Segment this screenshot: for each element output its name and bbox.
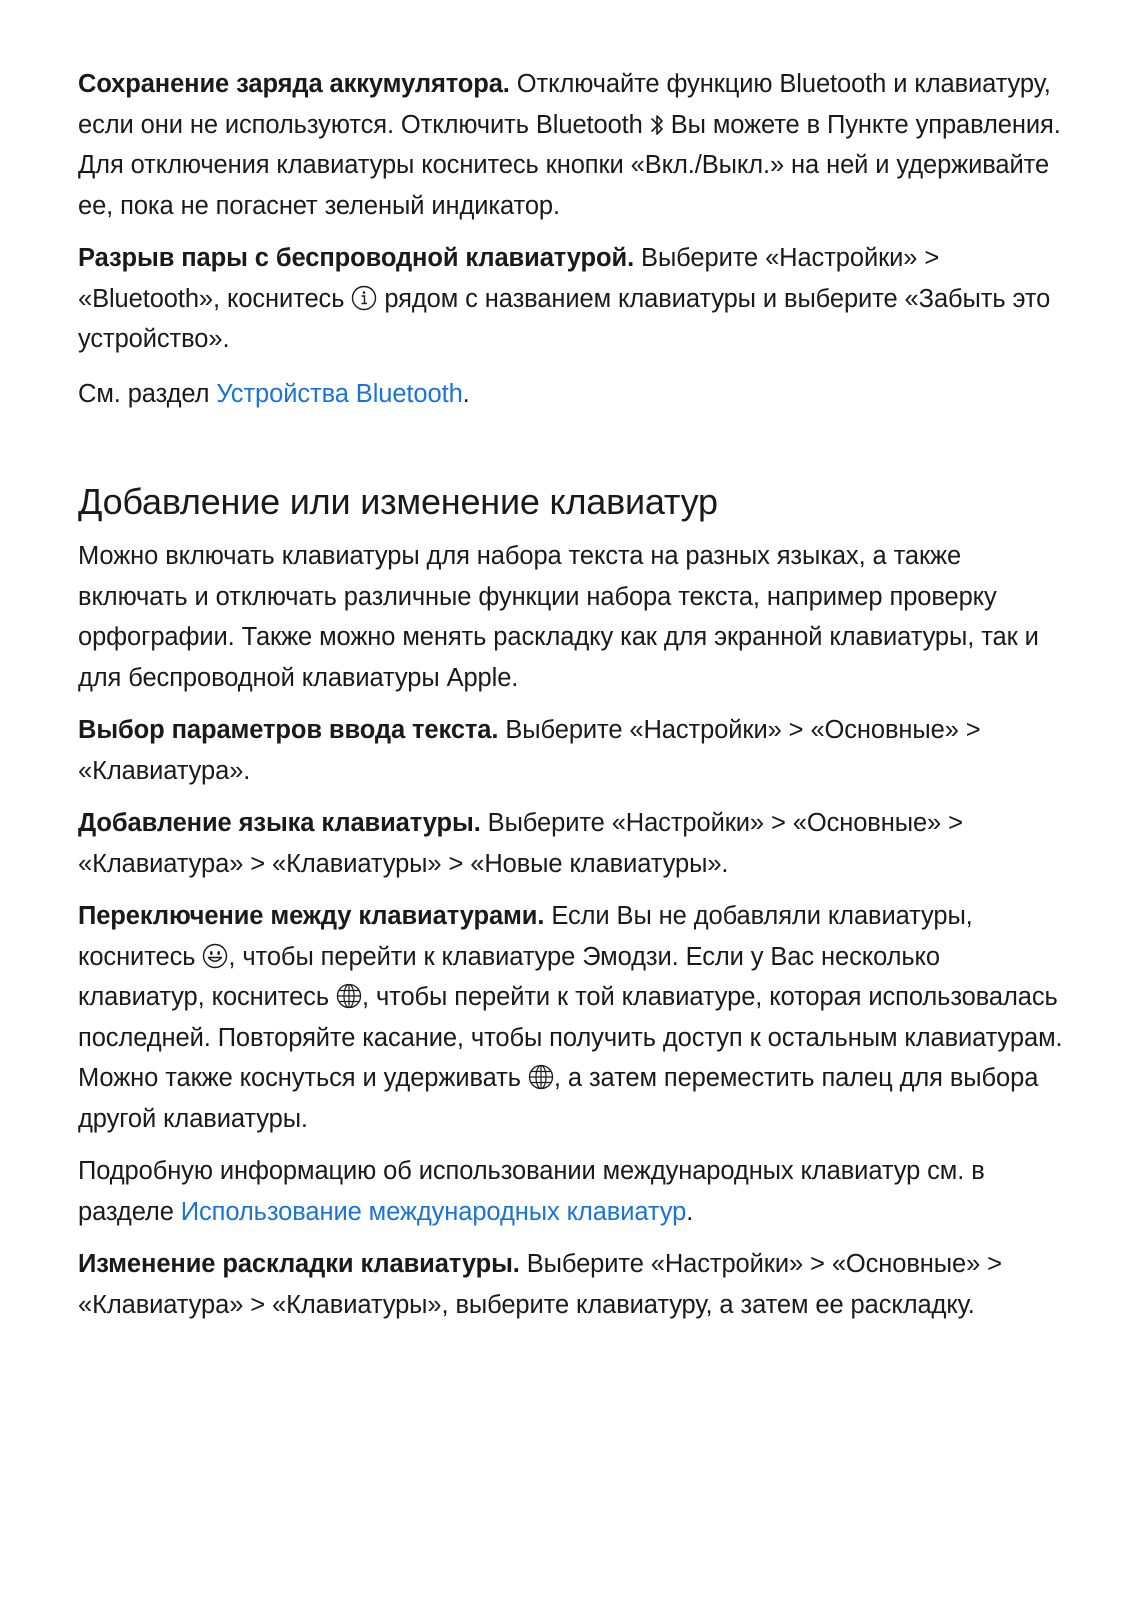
switching-text-4: , а затем переместить палец для выбора другой клавиатуры. <box>78 1064 1039 1133</box>
switching-label: Переключение между клавиатурами. <box>78 902 545 930</box>
section-heading: Добавление или изменение клавиатур <box>78 481 718 522</box>
emoji-icon <box>202 943 228 969</box>
unpair-paragraph <box>78 238 1070 360</box>
layout-paragraph <box>78 1244 1070 1325</box>
globe-icon <box>336 983 362 1009</box>
input-options-text: Выберите «Настройки» > «Основные» > «Клавиатура». <box>78 716 981 785</box>
intl-text: Подробную информацию об использовании международных клавиатур см. в разделе <box>78 1157 985 1226</box>
see-bluetooth-paragraph <box>78 374 1070 415</box>
switching-text-1: Если Вы не добавляли клавиатуры, коснитесь <box>78 902 973 971</box>
add-language-text: Выберите «Настройки» > «Основные» > «Клавиатура» > «Клавиатуры» > «Новые клавиатуры». <box>78 809 963 878</box>
unpair-text-1: Выберите «Настройки» > «Bluetooth», коснитесь <box>78 244 940 313</box>
intl-end: . <box>686 1197 694 1226</box>
input-options-paragraph <box>78 710 1070 791</box>
unpair-label: Разрыв пары с беспроводной клавиатурой. <box>78 244 635 272</box>
switching-text-3: , чтобы перейти к той клавиатуре, которая использовалась последней. Повторяйте касание, чтобы получить доступ к остальным клавиатурам. Можно также коснуться и удерживать <box>78 983 1063 1092</box>
battery-label: Сохранение заряда аккумулятора. <box>78 70 510 98</box>
info-icon <box>351 285 377 311</box>
intl-paragraph <box>78 1151 1070 1232</box>
intl-keyboards-link[interactable]: Использование международных клавиатур <box>180 1197 687 1226</box>
battery-text-2: Вы можете в Пункте управления. Для отключения клавиатуры коснитесь кнопки «Вкл./Выкл.» на ней и удерживайте ее, пока не погаснет зеленый индикатор. <box>78 110 1061 220</box>
bluetooth-devices-link[interactable]: Устройства Bluetooth <box>216 379 463 408</box>
switching-paragraph <box>78 896 1070 1139</box>
layout-text: Выберите «Настройки» > «Основные» > «Клавиатура» > «Клавиатуры», выберите клавиатуру, а затем ее раскладку. <box>78 1250 1002 1319</box>
globe-icon <box>528 1064 554 1090</box>
add-language-paragraph <box>78 803 1070 884</box>
intro-paragraph: Можно включать клавиатуры для набора текста на разных языках, а также включать и отключать различные функции набора текста, например проверку орфографии. Также можно менять раскладку как для экранной клавиатуры, так и для беспроводной клавиатуры Apple. <box>78 542 1039 692</box>
battery-text-1: Отключайте функцию Bluetooth и клавиатуру, если они не используются. Отключить Bluetooth <box>78 70 1051 139</box>
battery-paragraph <box>78 64 1070 226</box>
switching-text-2: , чтобы перейти к клавиатуре Эмодзи. Если у Вас несколько клавиатур, коснитесь <box>78 942 940 1011</box>
see-text: См. раздел <box>78 379 217 408</box>
see-end: . <box>462 379 470 408</box>
input-options-label: Выбор параметров ввода текста. <box>78 716 499 744</box>
document-page <box>78 64 1070 1337</box>
unpair-text-2: рядом с названием клавиатуры и выберите «Забыть это устройство». <box>78 284 1051 353</box>
bluetooth-icon <box>650 113 664 137</box>
add-language-label: Добавление языка клавиатуры. <box>78 809 481 837</box>
layout-label: Изменение раскладки клавиатуры. <box>78 1250 520 1278</box>
